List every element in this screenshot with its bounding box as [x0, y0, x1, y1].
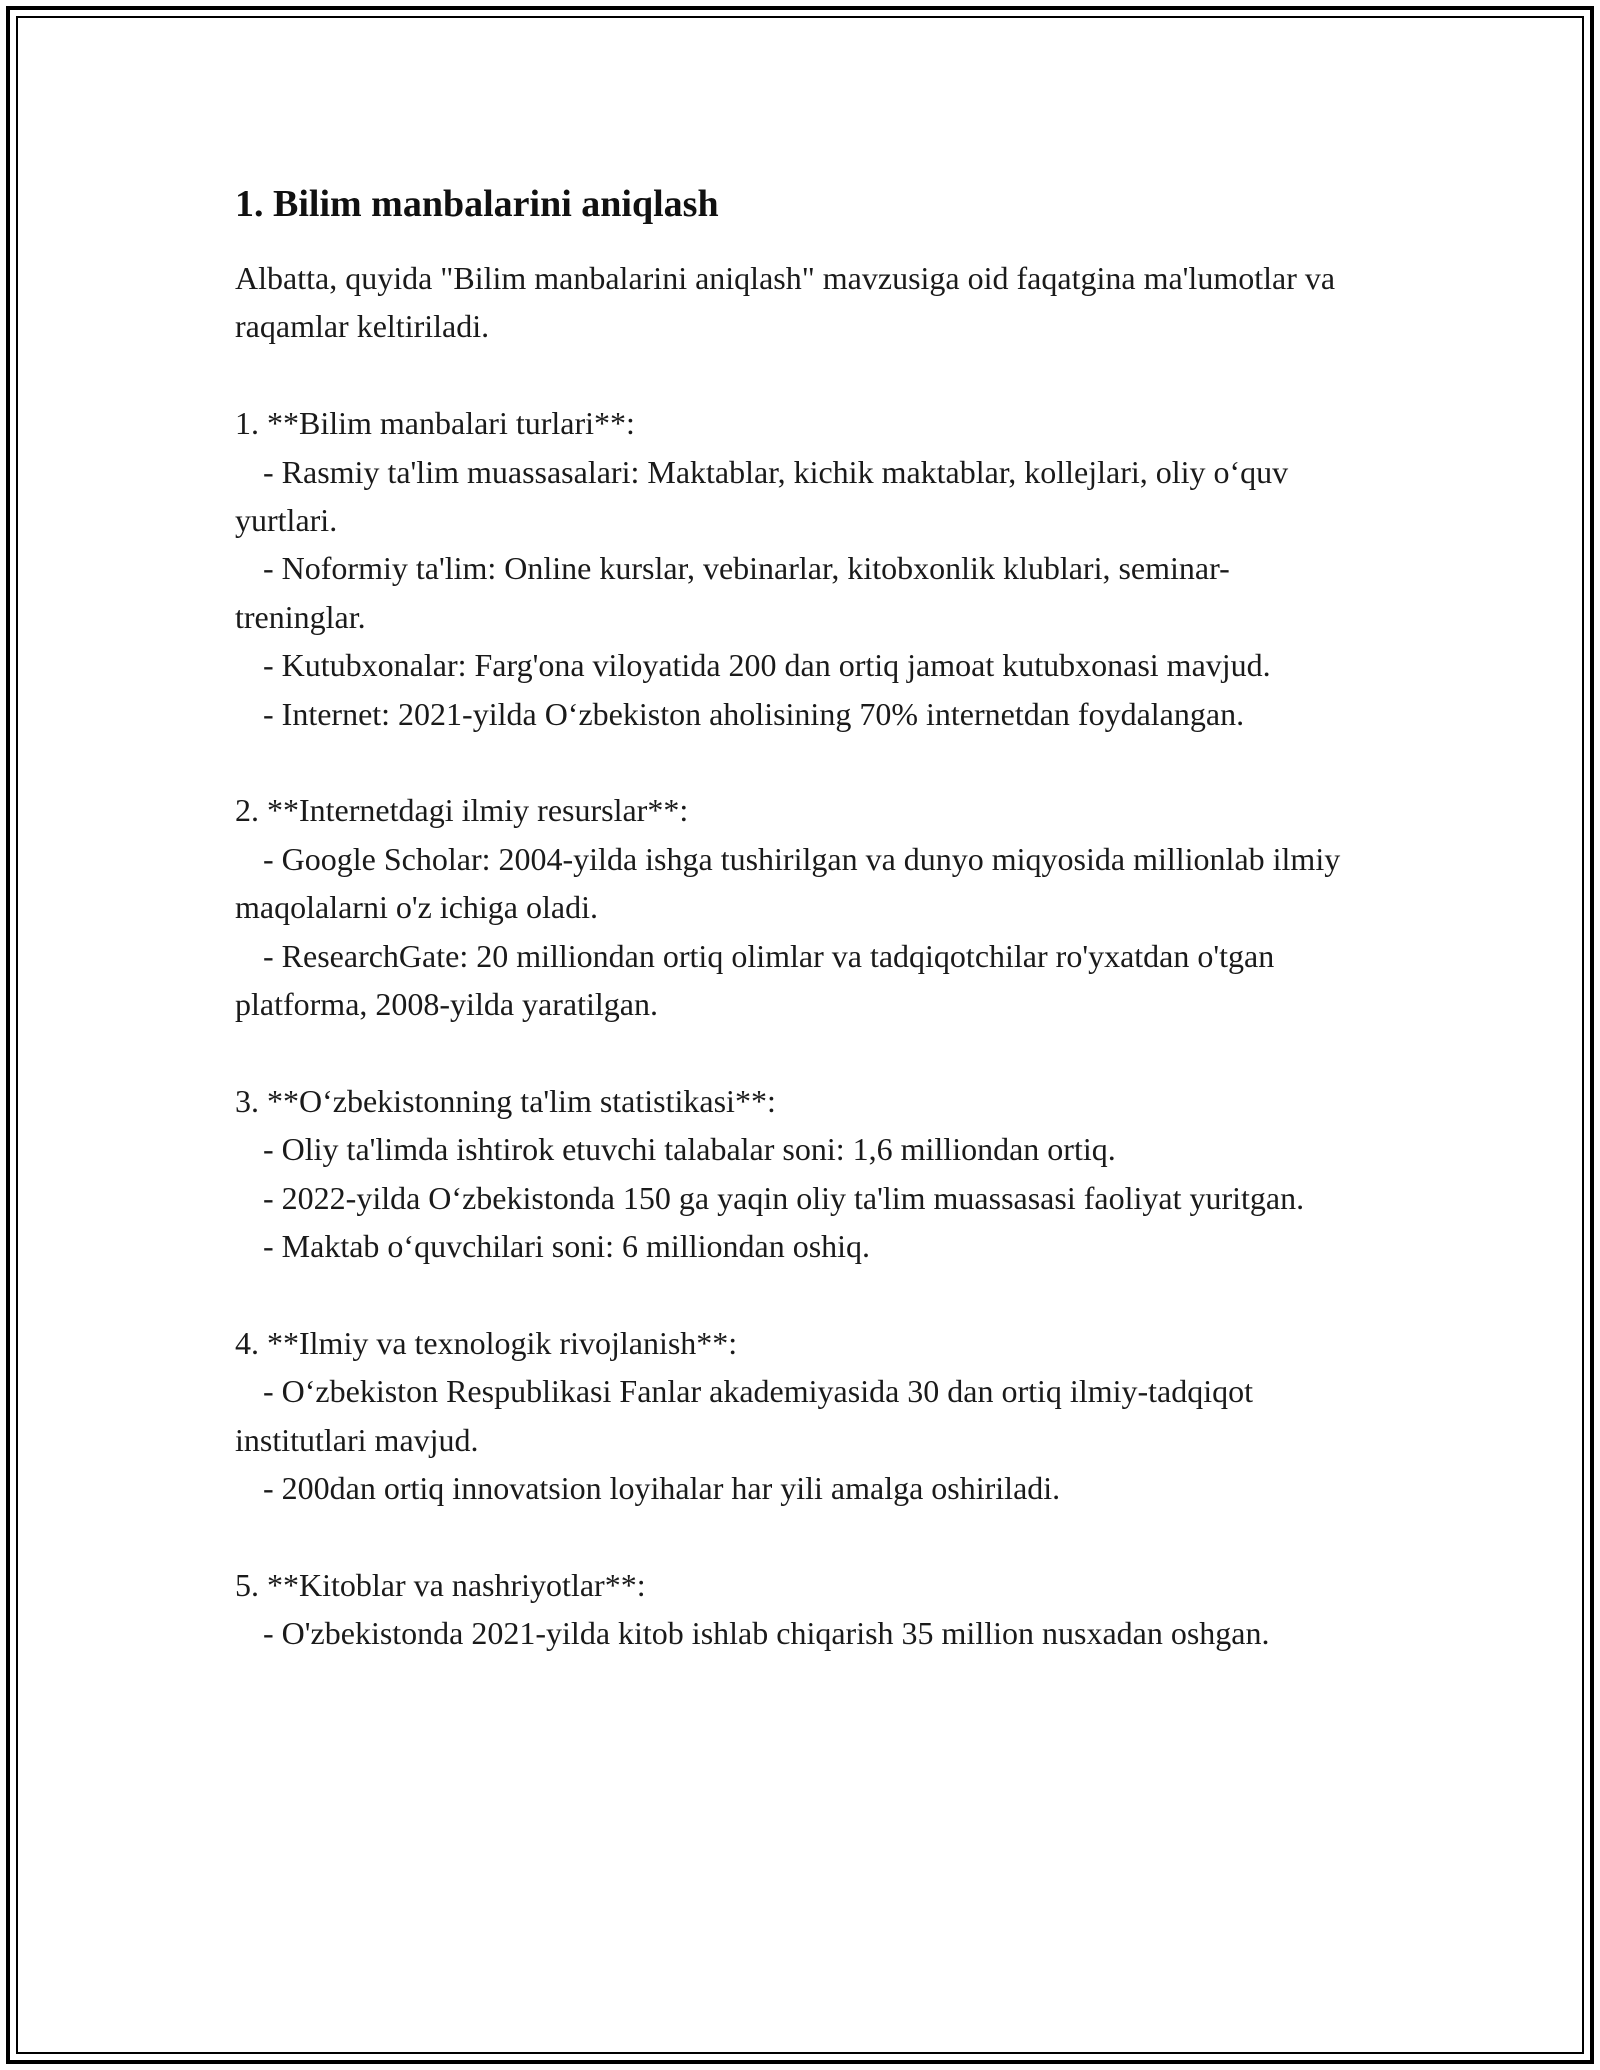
- list-item: - Maktab o‘quvchilari soni: 6 milliondan oshiq.: [263, 1228, 871, 1265]
- section-education-statistics: [235, 1077, 1355, 1271]
- section-heading: 5. **Kitoblar va nashriyotlar**:: [235, 1566, 646, 1603]
- list-item: - Google Scholar: 2004-yilda ishga tushirilgan va dunyo miqyosida millionlab ilmiy maqolalarni o'z ichiga oladi.: [235, 840, 1341, 926]
- section-heading: 4. **Ilmiy va texnologik rivojlanish**:: [235, 1324, 738, 1361]
- list-item: - Oliy ta'limda ishtirok etuvchi talabalar soni: 1,6 milliondan ortiq.: [263, 1131, 1116, 1168]
- section-science-technology: [235, 1319, 1355, 1513]
- section-heading: 2. **Internetdagi ilmiy resurslar**:: [235, 792, 689, 829]
- list-item: - Internet: 2021-yilda O‘zbekiston aholisining 70% internetdan foydalangan.: [263, 695, 1245, 732]
- document-body: [235, 180, 1355, 1658]
- list-item: - O'zbekistonda 2021-yilda kitob ishlab chiqarish 35 million nusxadan oshgan.: [263, 1615, 1270, 1652]
- intro-paragraph: Albatta, quyida "Bilim manbalarini aniqlash" mavzusiga oid faqatgina ma'lumotlar va raqamlar keltiriladi.: [235, 260, 1336, 345]
- section-books-publishing: [235, 1561, 1355, 1658]
- section-heading: 1. **Bilim manbalari turlari**:: [235, 405, 635, 442]
- list-item: - 2022-yilda O‘zbekistonda 150 ga yaqin oliy ta'lim muassasasi faoliyat yuritgan.: [263, 1179, 1305, 1216]
- list-item: - Rasmiy ta'lim muassasalari: Maktablar, kichik maktablar, kollejlari, oliy o‘quv yurtlari.: [235, 453, 1289, 539]
- list-item: - ResearchGate: 20 milliondan ortiq olimlar va tadqiqotchilar ro'yxatdan o'tgan platforma, 2008-yilda yaratilgan.: [235, 937, 1275, 1023]
- section-heading: 3. **O‘zbekistonning ta'lim statistikasi**:: [235, 1082, 776, 1119]
- list-item: - 200dan ortiq innovatsion loyihalar har yili amalga oshiriladi.: [263, 1470, 1061, 1507]
- list-item: - Kutubxonalar: Farg'ona viloyatida 200 dan ortiq jamoat kutubxonasi mavjud.: [263, 647, 1271, 684]
- section-internet-resources: [235, 786, 1355, 1028]
- list-item: - Noformiy ta'lim: Online kurslar, vebinarlar, kitobxonlik klublari, seminar-treninglar.: [235, 550, 1230, 635]
- list-item: - O‘zbekiston Respublikasi Fanlar akademiyasida 30 dan ortiq ilmiy-tadqiqot institutlari mavjud.: [235, 1373, 1254, 1458]
- page-title: 1. Bilim manbalarini aniqlash: [235, 183, 719, 225]
- section-knowledge-sources: [235, 399, 1355, 738]
